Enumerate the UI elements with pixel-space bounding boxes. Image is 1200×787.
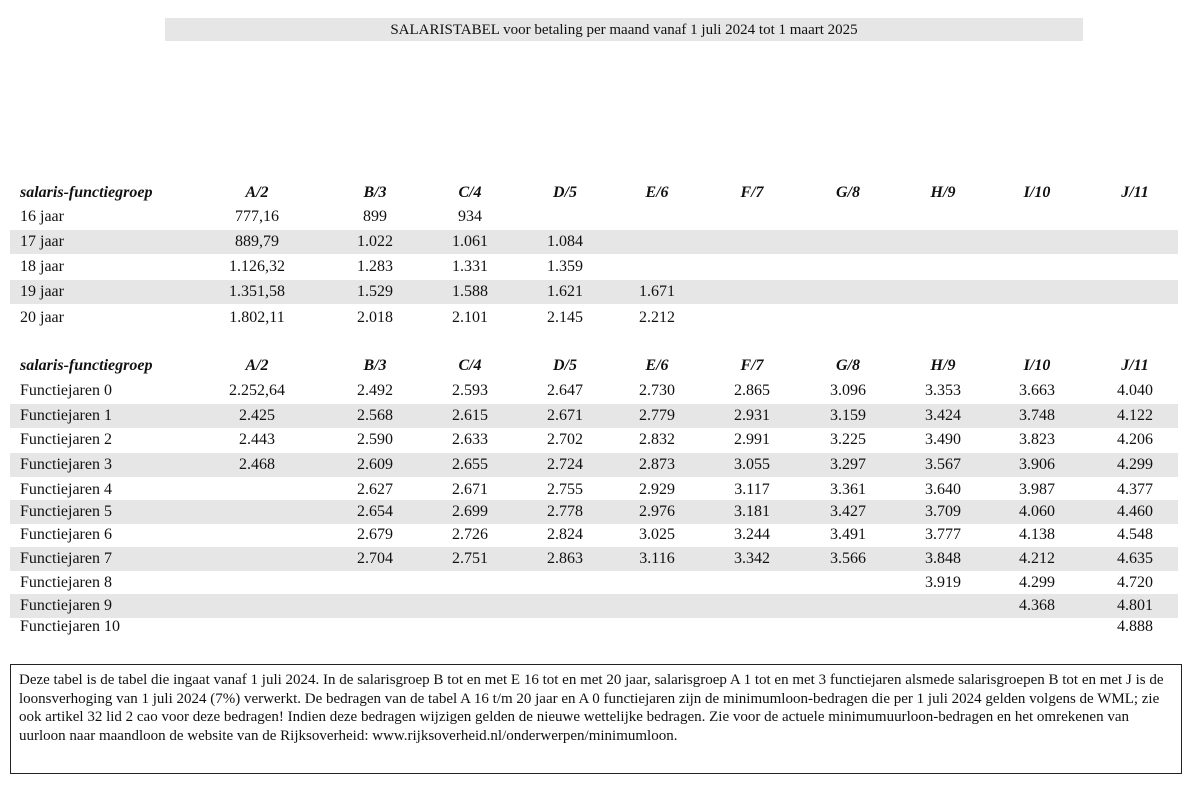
salary-cell: 4.299 — [1117, 456, 1153, 473]
salary-cell: 2.609 — [357, 456, 393, 473]
salary-cell: 3.055 — [734, 456, 770, 473]
table-row — [10, 230, 1178, 254]
row-label: Functiejaren 10 — [20, 618, 120, 635]
table-row — [10, 453, 1178, 477]
salary-cell: 4.206 — [1117, 431, 1153, 448]
salary-cell: 2.976 — [639, 503, 675, 520]
salary-cell: 3.709 — [925, 503, 961, 520]
salary-cell: 3.567 — [925, 456, 961, 473]
salary-cell: 3.096 — [830, 382, 866, 399]
salary-cell: 2.730 — [639, 382, 675, 399]
salary-cell: 2.212 — [639, 309, 675, 326]
column-header: F/7 — [740, 357, 764, 374]
salary-cell: 4.888 — [1117, 618, 1153, 635]
row-label: Functiejaren 2 — [20, 431, 112, 448]
salary-cell: 1.671 — [639, 283, 675, 300]
column-header: I/10 — [1023, 184, 1051, 201]
salary-cell: 4.212 — [1019, 550, 1055, 567]
salary-cell: 4.299 — [1019, 574, 1055, 591]
salary-cell: 2.671 — [547, 407, 583, 424]
column-header: G/8 — [836, 184, 860, 201]
salary-cell: 4.548 — [1117, 526, 1153, 543]
salary-cell: 1.283 — [357, 258, 393, 275]
row-label: 20 jaar — [20, 309, 64, 326]
salary-cell: 2.615 — [452, 407, 488, 424]
table-row — [10, 280, 1178, 304]
salary-cell: 2.633 — [452, 431, 488, 448]
salary-cell: 1.359 — [547, 258, 583, 275]
salary-cell: 3.663 — [1019, 382, 1055, 399]
column-header: B/3 — [363, 184, 387, 201]
table-row — [10, 500, 1178, 524]
salary-cell: 899 — [363, 208, 387, 225]
row-label: Functiejaren 9 — [20, 597, 112, 614]
table-row — [10, 379, 1178, 403]
column-header: C/4 — [458, 184, 482, 201]
salary-cell: 2.568 — [357, 407, 393, 424]
salary-cell: 3.361 — [830, 481, 866, 498]
row-label: 17 jaar — [20, 233, 64, 250]
header-label: salaris-functiegroep — [20, 184, 153, 201]
salary-cell: 3.181 — [734, 503, 770, 520]
salary-cell: 2.704 — [357, 550, 393, 567]
table-row — [10, 478, 1178, 502]
salary-cell: 3.116 — [639, 550, 675, 567]
salary-cell: 2.863 — [547, 550, 583, 567]
salary-cell: 4.060 — [1019, 503, 1055, 520]
salary-cell: 2.468 — [239, 456, 275, 473]
salary-cell: 1.061 — [452, 233, 488, 250]
salary-cell: 3.566 — [830, 550, 866, 567]
salary-cell: 3.491 — [830, 526, 866, 543]
salary-cell: 2.991 — [734, 431, 770, 448]
salary-cell: 2.699 — [452, 503, 488, 520]
table-row — [10, 523, 1178, 547]
column-header: I/10 — [1023, 357, 1051, 374]
salary-cell: 2.145 — [547, 309, 583, 326]
salary-cell: 2.929 — [639, 481, 675, 498]
salary-cell: 1.331 — [452, 258, 488, 275]
table-row — [10, 571, 1178, 595]
salary-cell: 2.492 — [357, 382, 393, 399]
column-header: H/9 — [930, 184, 956, 201]
footnote: Deze tabel is de tabel die ingaat vanaf 1 juli 2024. In de salarisgroep B tot en met E 16 tot en met 20 jaar, salarisgroep A 1 tot en met 3 functiejaren alsmede salarisgroepen B tot en met J is de loonsverhoging van 1 juli 2024 (7%) verwerkt. De bedragen van de tabel A 16 t/m 20 jaar en A 0 functiejaren zijn de minimumloon-bedragen die per 1 juli 2024 gelden volgens de WML; zie ook artikel 32 lid 2 cao voor deze bedragen! Indien deze bedragen wijzigen gelden de nieuwe wettelijke bedragen. Zie voor de actuele minimumuurloon-bedragen en het omrekenen van uurloon naar maandloon de website van de Rijksoverheid: www.rijksoverheid.nl/onderwerpen/minimumloon. — [10, 664, 1182, 774]
column-header: H/9 — [930, 357, 956, 374]
row-label: 18 jaar — [20, 258, 64, 275]
row-label: Functiejaren 1 — [20, 407, 112, 424]
salary-cell: 2.443 — [239, 431, 275, 448]
column-header: J/11 — [1121, 357, 1149, 374]
row-label: Functiejaren 5 — [20, 503, 112, 520]
salary-cell: 889,79 — [235, 233, 279, 250]
column-header: B/3 — [363, 357, 387, 374]
salary-cell: 4.635 — [1117, 550, 1153, 567]
youth-table-header-row — [10, 181, 1178, 205]
column-header: D/5 — [553, 184, 577, 201]
salary-cell: 3.225 — [830, 431, 866, 448]
table-row — [10, 306, 1178, 330]
salary-cell: 2.778 — [547, 503, 583, 520]
salary-cell: 3.297 — [830, 456, 866, 473]
salary-cell: 2.101 — [452, 309, 488, 326]
salary-cell: 1.621 — [547, 283, 583, 300]
column-header: A/2 — [245, 184, 269, 201]
salary-cell: 4.138 — [1019, 526, 1055, 543]
salary-cell: 1.351,58 — [229, 283, 285, 300]
column-header: E/6 — [645, 184, 669, 201]
column-header: C/4 — [458, 357, 482, 374]
salary-cell: 2.824 — [547, 526, 583, 543]
row-label: Functiejaren 0 — [20, 382, 112, 399]
salary-cell: 4.122 — [1117, 407, 1153, 424]
salary-cell: 2.755 — [547, 481, 583, 498]
salary-cell: 4.460 — [1117, 503, 1153, 520]
salary-cell: 2.751 — [452, 550, 488, 567]
page-title: SALARISTABEL voor betaling per maand vanaf 1 juli 2024 tot 1 maart 2025 — [165, 18, 1083, 41]
salary-cell: 2.655 — [452, 456, 488, 473]
row-label: Functiejaren 3 — [20, 456, 112, 473]
salary-cell: 3.906 — [1019, 456, 1055, 473]
column-header: A/2 — [245, 357, 269, 374]
salary-cell: 3.848 — [925, 550, 961, 567]
salary-cell: 1.529 — [357, 283, 393, 300]
salary-cell: 3.117 — [734, 481, 770, 498]
column-header: D/5 — [553, 357, 577, 374]
table-row — [10, 404, 1178, 428]
salary-cell: 2.832 — [639, 431, 675, 448]
functiejaren-table-header-row — [10, 354, 1178, 378]
salary-cell: 2.425 — [239, 407, 275, 424]
row-label: Functiejaren 7 — [20, 550, 112, 567]
salary-cell: 2.702 — [547, 431, 583, 448]
salary-cell: 3.342 — [734, 550, 770, 567]
salary-cell: 3.919 — [925, 574, 961, 591]
salary-cell: 3.987 — [1019, 481, 1055, 498]
salary-cell: 2.593 — [452, 382, 488, 399]
table-row — [10, 255, 1178, 279]
salary-cell: 3.424 — [925, 407, 961, 424]
salary-cell: 1.802,11 — [229, 309, 285, 326]
salary-cell: 1.588 — [452, 283, 488, 300]
salary-cell: 1.022 — [357, 233, 393, 250]
salary-cell: 4.377 — [1117, 481, 1153, 498]
salary-cell: 2.018 — [357, 309, 393, 326]
salary-cell: 777,16 — [235, 208, 279, 225]
salary-cell: 2.726 — [452, 526, 488, 543]
salary-cell: 934 — [458, 208, 482, 225]
column-header: E/6 — [645, 357, 669, 374]
header-label: salaris-functiegroep — [20, 357, 153, 374]
salary-cell: 3.490 — [925, 431, 961, 448]
table-row — [10, 547, 1178, 571]
salary-cell: 3.777 — [925, 526, 961, 543]
row-label: 19 jaar — [20, 283, 64, 300]
salary-cell: 3.823 — [1019, 431, 1055, 448]
column-header: G/8 — [836, 357, 860, 374]
row-label: 16 jaar — [20, 208, 64, 225]
salary-cell: 3.244 — [734, 526, 770, 543]
row-label: Functiejaren 6 — [20, 526, 112, 543]
salary-cell: 2.252,64 — [229, 382, 285, 399]
salary-cell: 3.025 — [639, 526, 675, 543]
salary-cell: 3.353 — [925, 382, 961, 399]
row-label: Functiejaren 4 — [20, 481, 112, 498]
column-header: F/7 — [740, 184, 764, 201]
salary-cell: 4.801 — [1117, 597, 1153, 614]
salary-cell: 4.720 — [1117, 574, 1153, 591]
salary-cell: 4.040 — [1117, 382, 1153, 399]
salary-cell: 1.084 — [547, 233, 583, 250]
salary-cell: 2.865 — [734, 382, 770, 399]
salary-cell: 3.640 — [925, 481, 961, 498]
salary-cell: 2.590 — [357, 431, 393, 448]
salary-cell: 4.368 — [1019, 597, 1055, 614]
salary-cell: 2.627 — [357, 481, 393, 498]
salary-cell: 2.671 — [452, 481, 488, 498]
table-row — [10, 428, 1178, 452]
row-label: Functiejaren 8 — [20, 574, 112, 591]
salary-cell: 2.647 — [547, 382, 583, 399]
salary-cell: 2.931 — [734, 407, 770, 424]
table-row — [10, 205, 1178, 229]
salary-cell: 3.427 — [830, 503, 866, 520]
salary-cell: 2.779 — [639, 407, 675, 424]
table-row — [10, 615, 1178, 639]
salary-cell: 3.159 — [830, 407, 866, 424]
salary-cell: 3.748 — [1019, 407, 1055, 424]
salary-cell: 2.873 — [639, 456, 675, 473]
salary-cell: 2.654 — [357, 503, 393, 520]
column-header: J/11 — [1121, 184, 1149, 201]
salary-cell: 2.679 — [357, 526, 393, 543]
salary-cell: 1.126,32 — [229, 258, 285, 275]
salary-cell: 2.724 — [547, 456, 583, 473]
